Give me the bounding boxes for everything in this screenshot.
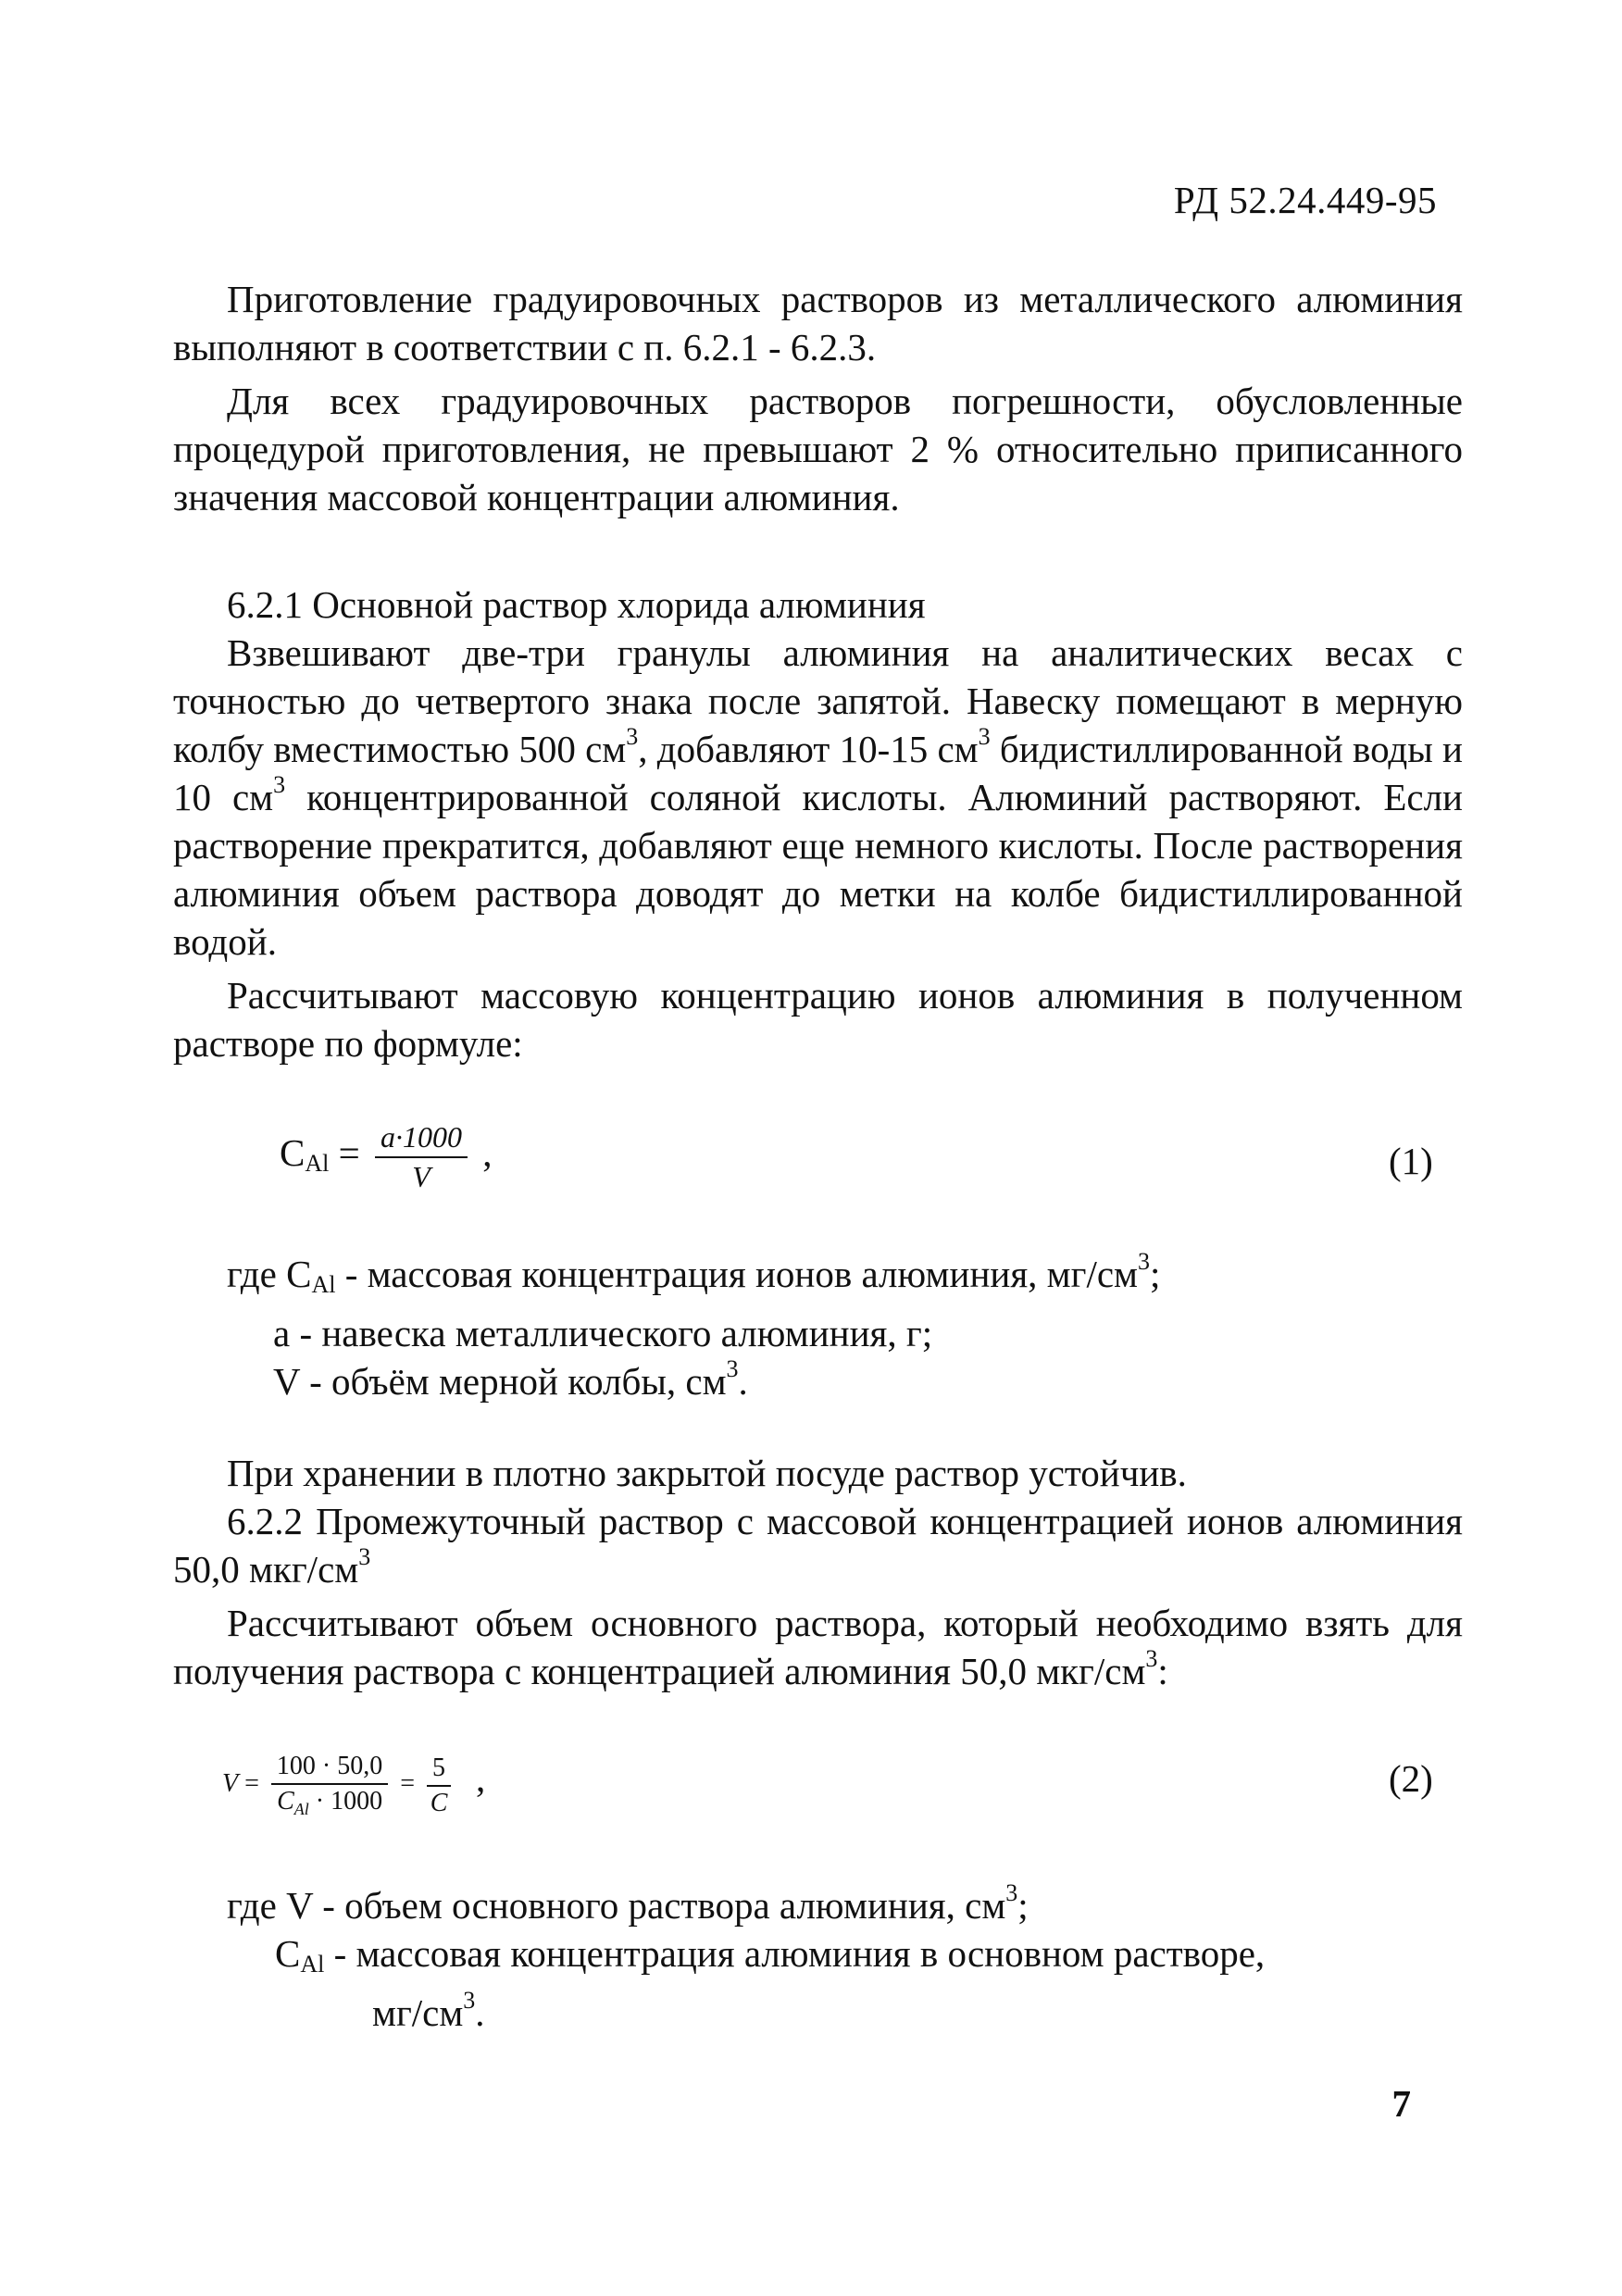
definition-c-al: где $C_{Al}$ - массовая концентрация ионов алюминия, $мг/см^3$; — [227, 1248, 1161, 1298]
paragraph-errors: Для всех градуировочных растворов погрешности, обусловленные процедурой приготовления, не превышают 2 % относительно приписанного значения массовой концентрации алюминия. — [173, 380, 1463, 518]
formula-2-denominator-2: C — [430, 1788, 448, 1817]
paragraph-storage: При хранении в плотно закрытой посуде раствор устойчив. — [227, 1452, 1187, 1494]
section-6-2-2 — [173, 1449, 1463, 1695]
formula-2-fraction-2 — [427, 1753, 451, 1818]
paragraph-calculate: Рассчитывают массовую концентрацию ионов алюминия в полученном растворе по формуле: — [173, 974, 1463, 1065]
definition-v: V - объём мерной колбы, $см^3$. — [273, 1355, 748, 1403]
definitions-1 — [227, 1250, 1160, 1405]
formula-1: $C_{Al}$ = $\frac{a\cdot 1000}{V}$ , — [280, 1120, 493, 1193]
formula-1-lhs: $C_{Al}$ — [280, 1131, 330, 1178]
section-title-6-2-2: 6.2.2 Промежуточный раствор с массовой концентрацией ионов алюминия 50,0 мкг/$см^3$ — [173, 1500, 1463, 1591]
paragraph-preparation: Приготовление градуировочных растворов из металлического алюминия выполняют в соответствии с п. 6.2.1 - 6.2.3. — [173, 278, 1463, 368]
definition-v-main: где V - объем основного раствора алюминия, $см^3$; — [227, 1879, 1029, 1927]
definition-c-al-main: $C_{Al}$ - массовая концентрация алюминия в основном растворе, — [275, 1932, 1266, 1978]
formula-1-fraction — [375, 1120, 468, 1194]
definition-c-al-unit: $мг/см^3$. — [372, 1987, 485, 2034]
formula-1-numerator: a·1000 — [375, 1120, 468, 1158]
formula-2-numerator-1: 100 · 50,0 — [271, 1752, 388, 1785]
formula-1-denominator: V — [412, 1160, 430, 1193]
page-number: 7 — [1391, 2082, 1411, 2125]
definitions-2 — [227, 1881, 1265, 2037]
document-code: РД 52.24.449-95 — [1173, 179, 1437, 221]
paragraph-weighing: Взвешивают две-три гранулы алюминия на аналитических весах с точностью до четвертого знака после запятой. Навеску помещают в мерную колбу вместимостью 500 $см^3$, добавляют 10-15 $см^3$ бидистиллированной воды и 10 $см^3$ концентрированной соляной кислоты. Алюминий растворяют. Если растворение прекратится, добавляют еще немного кислоты. После растворения алюминия объем раствора доводят до метки на колбе бидистиллированной водой. — [173, 631, 1463, 963]
formula-2: V = $\frac{100 \cdot 50,0}{C_{Al} \cdot 1000}$ = $\frac{5}{C}$ , — [222, 1752, 486, 1818]
formula-2-denominator-1: $C_{Al} \cdot 1000$ — [277, 1787, 383, 1818]
paragraph-volume: Рассчитывают объем основного раствора, который необходимо взять для получения раствора с концентрацией алюминия 50,0 мкг/$см^3$: — [173, 1602, 1463, 1692]
formula-1-number: (1) — [1389, 1140, 1433, 1182]
intro-block — [173, 275, 1463, 521]
section-6-2-1 — [173, 580, 1463, 1067]
definition-a: а - навеска металлического алюминия, г; — [273, 1312, 933, 1354]
section-title-6-2-1: 6.2.1 Основной раствор хлорида алюминия — [227, 583, 926, 626]
formula-2-numerator-2: 5 — [427, 1753, 451, 1787]
formula-2-fraction-1 — [271, 1752, 388, 1819]
formula-2-number: (2) — [1389, 1757, 1433, 1800]
